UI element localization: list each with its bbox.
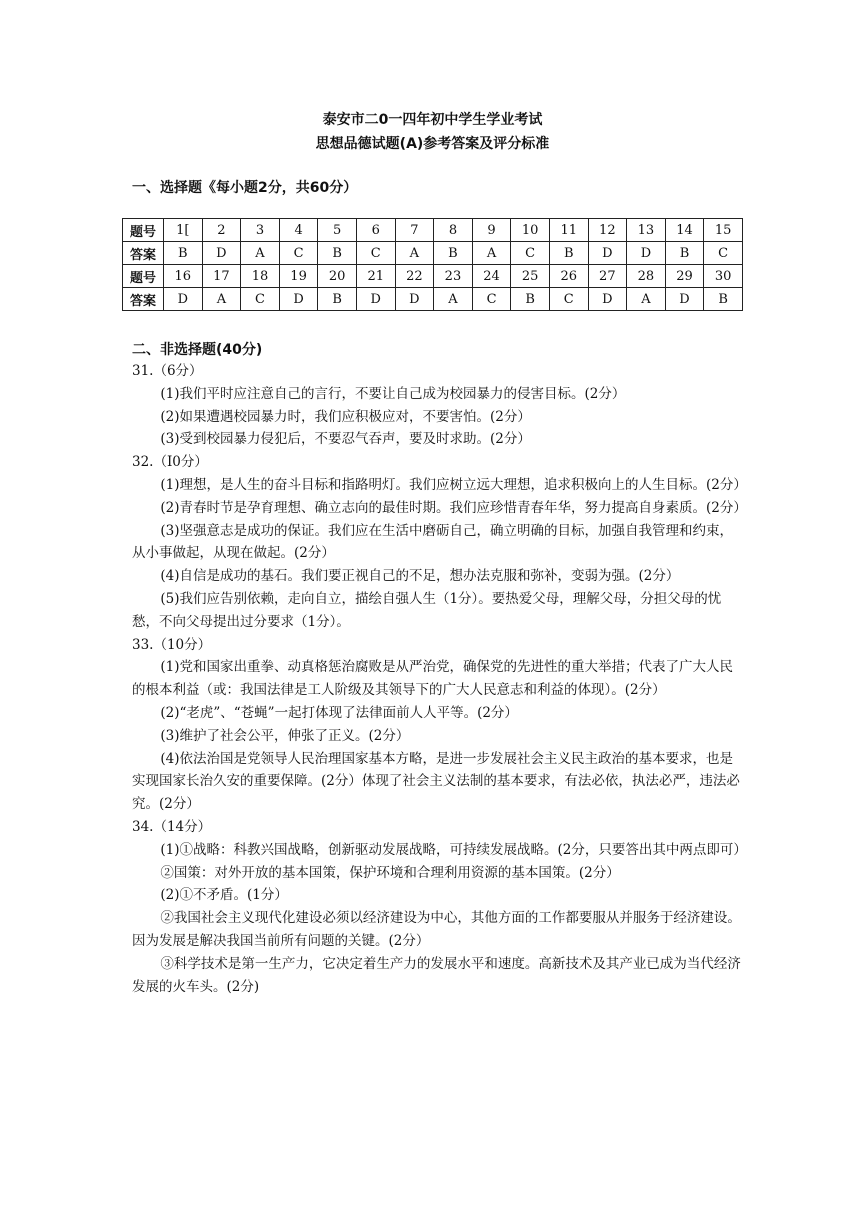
row-label: 答案 [123,288,164,311]
row-label: 题号 [123,219,164,242]
question-number-cell: 26 [549,265,588,288]
question-number-cell: 15 [704,219,743,242]
answer-cell: B [318,242,357,265]
answer-cell: B [704,288,743,311]
answer-item: (4)依法治国是党领导人民治理国家基本方略，是进一步发展社会主义民主政治的基本要求，也是实现国家长治久安的重要保障。(2分）体现了社会主义法制的基本要求，有法必依，执法必严，违法必究。(2分） [132,750,740,813]
answer-cell: B [164,242,203,265]
answer-item: (3)维护了社会公平，伸张了正义。(2分） [160,727,410,744]
answer-item: (1)我们平时应注意自己的言行，不要让自己成为校园暴力的侵害目标。(2分） [160,385,626,402]
answer-cell: D [665,288,704,311]
answer-cell: C [704,242,743,265]
answer-item: (1)理想，是人生的奋斗目标和指路明灯。我们应树立远大理想，追求积极向上的人生目标。(2分） [160,476,747,493]
answer-cell: D [202,242,241,265]
answer-cell: C [511,242,550,265]
answer-cell: B [434,242,473,265]
question-number-cell: 16 [164,265,203,288]
answer-item: ②我国社会主义现代化建设必须以经济建设为中心，其他方面的工作都要服从并服务于经济建设。因为发展是解决我国当前所有问题的关键。(2分） [132,910,741,949]
answer-cell: B [549,242,588,265]
answer-cell: D [356,288,395,311]
question-number-cell: 10 [511,219,550,242]
question-number-cell: 18 [241,265,280,288]
answer-cell: D [164,288,203,311]
answer-item: (3)坚强意志是成功的保证。我们应在生活中磨砺自己，确立明确的目标，加强自我管理和约束，从小事做起，从现在做起。(2分） [132,522,733,562]
answer-cell: A [627,288,666,311]
answer-item: ③科学技术是第一生产力，它决定着生产力的发展水平和速度。高新技术及其产业已成为当代经济发展的火车头。(2分) [132,955,741,995]
question-number-cell: 11 [549,219,588,242]
answer-cell: D [627,242,666,265]
title-block [0,108,865,156]
question-label: 31.（6分） [132,363,203,379]
answer-cell: A [434,288,473,311]
question-number-cell: 22 [395,265,434,288]
answer-item: (3)受到校园暴力侵犯后，不要忍气吞声，要及时求助。(2分） [160,431,531,448]
section1-heading: 一、选择题《每小题2分，共60分） [132,180,358,196]
answer-item: (1)①战略：科教兴国战略，创新驱动发展战略，可持续发展战略。(2分，只要答出其中两点即可） [160,841,747,858]
question-number-cell: 23 [434,265,473,288]
section2-heading: 二、非选择题(40分) [132,342,263,358]
question-label: 32.（I0分） [132,454,208,471]
answer-cell: D [588,288,627,311]
answer-cell: C [279,242,318,265]
answer-row [123,288,743,311]
row-label: 答案 [123,242,164,265]
question-number-cell: 1[ [164,219,203,242]
answer-cell: C [241,288,280,311]
answer-table [122,218,743,311]
answer-cell: B [511,288,550,311]
non-choice-answers [132,360,747,998]
question-label: 34.（14分） [132,818,212,835]
answer-item: (5)我们应告别依赖，走向自立，描绘自强人生（1分）。要热爱父母，理解父母，分担父母的忧愁，不向父母提出过分要求（1分）。 [132,590,722,630]
question-number-cell: 14 [665,219,704,242]
question-number-cell: 3 [241,219,280,242]
question-number-cell: 21 [356,265,395,288]
answer-item: (2)青春时节是孕育理想、确立志向的最佳时期。我们应珍惜青春年华，努力提高自身素质。(2分） [160,499,747,516]
answer-item: (2)①不矛盾。(1分） [160,887,288,904]
question-number-row [123,265,743,288]
question-number-row [123,219,743,242]
question-number-cell: 28 [627,265,666,288]
question-number-cell: 8 [434,219,473,242]
row-label: 题号 [123,265,164,288]
question-number-cell: 27 [588,265,627,288]
question-number-cell: 12 [588,219,627,242]
answer-cell: A [395,242,434,265]
question-number-cell: 2 [202,219,241,242]
question-label: 33.（10分） [132,636,212,653]
answer-cell: D [279,288,318,311]
question-number-cell: 6 [356,219,395,242]
question-number-cell: 29 [665,265,704,288]
question-number-cell: 30 [704,265,743,288]
question-number-cell: 19 [279,265,318,288]
answer-cell: B [318,288,357,311]
answer-item: (1)党和国家出重拳、动真格惩治腐败是从严治党，确保党的先进性的重大举措；代表了广大人民的根本利益（或：我国法律是工人阶级及其领导下的广大人民意志和利益的体现）。(2分） [132,659,733,699]
question-number-cell: 17 [202,265,241,288]
answer-item: (2)“老虎”、“苍蝇”一起打体现了法律面前人人平等。(2分） [160,704,518,721]
answer-row [123,242,743,265]
question-number-cell: 25 [511,265,550,288]
answer-cell: A [241,242,280,265]
question-number-cell: 20 [318,265,357,288]
question-number-cell: 5 [318,219,357,242]
answer-cell: D [395,288,434,311]
question-number-cell: 7 [395,219,434,242]
answer-cell: B [665,242,704,265]
answer-cell: C [472,288,511,311]
answer-item: (4)自信是成功的基石。我们要正视自己的不足，想办法克服和弥补，变弱为强。(2分） [160,568,680,585]
question-number-cell: 9 [472,219,511,242]
question-number-cell: 4 [279,219,318,242]
answer-key-title: 思想品德试题(A)参考答案及评分标准 [315,136,550,152]
question-number-cell: 13 [627,219,666,242]
exam-title: 泰安市二0一四年初中学生学业考试 [322,112,543,128]
answer-cell: D [588,242,627,265]
answer-item: ②国策：对外开放的基本国策，保护环境和合理利用资源的基本国策。(2分） [160,864,620,881]
answer-cell: C [549,288,588,311]
answer-cell: A [202,288,241,311]
question-number-cell: 24 [472,265,511,288]
answer-cell: A [472,242,511,265]
answer-cell: C [356,242,395,265]
answer-item: (2)如果遭遇校园暴力时，我们应积极应对，不要害怕。(2分） [160,408,531,425]
